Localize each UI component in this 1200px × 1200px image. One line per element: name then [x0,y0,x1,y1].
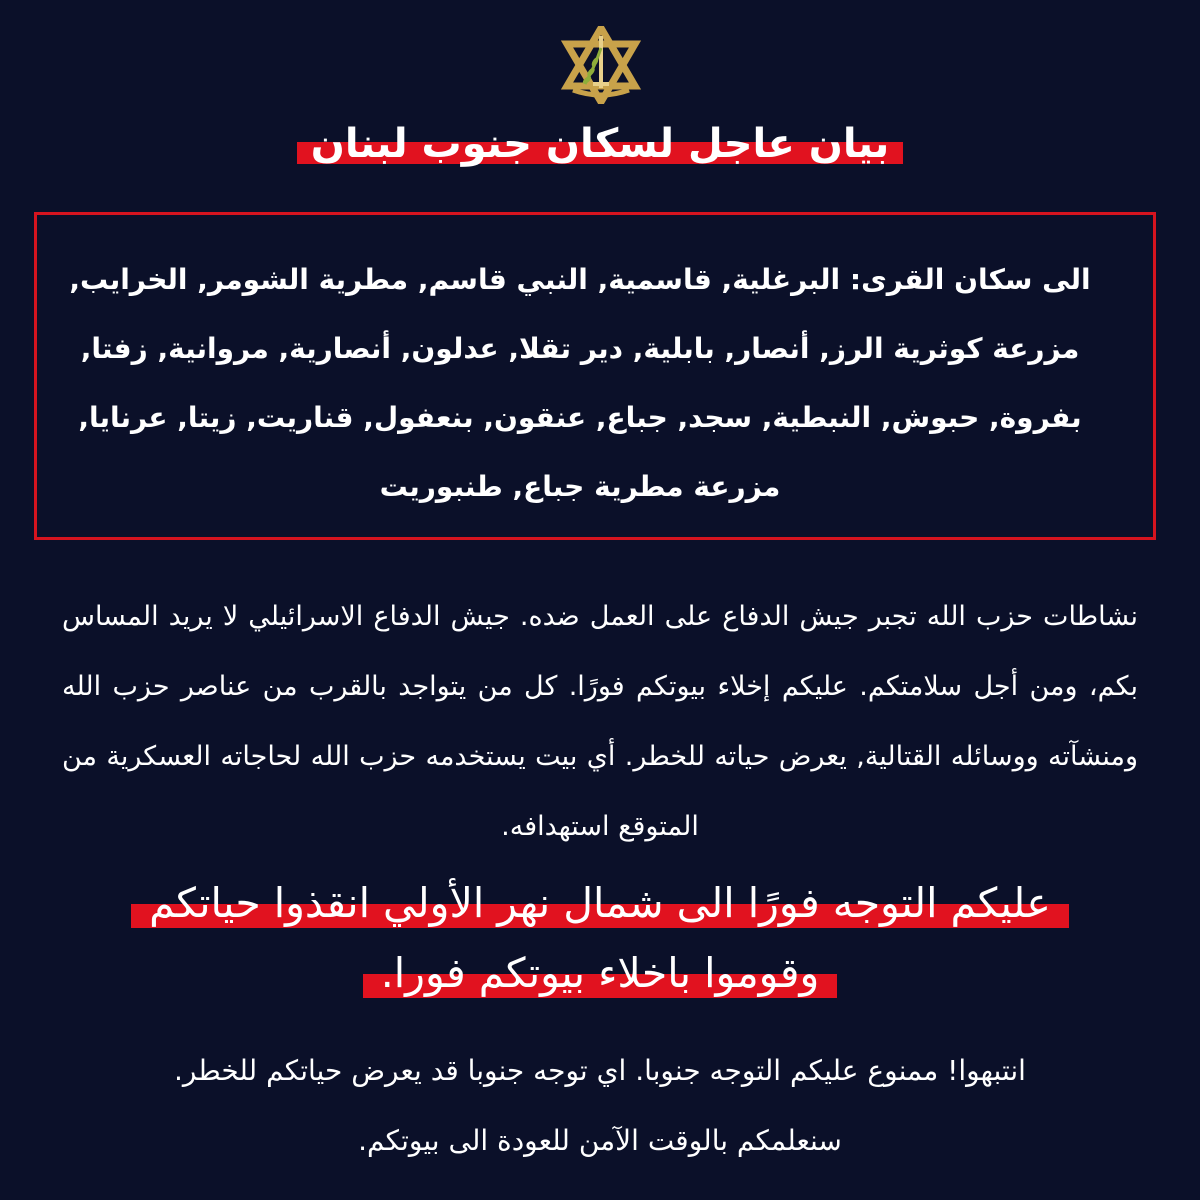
villages-list: الى سكان القرى: البرغلية, قاسمية, النبي قاسم, مطرية الشومر, الخرايب, مزرعة كوثرية الرز, أنصار, بابلية, دير تقلا, عدلون, أنصارية, مروانية, زفتا, بفروة, حبوش, النبطية, سجد, جباع, عنقون, بنعفول, قناريت, زيتا, عرنايا, مزرعة مطرية جباع, طنبوريت [69,263,1091,503]
callout-line-1-block [139,868,1061,938]
callout [40,868,1160,1008]
villages-box [34,212,1156,540]
idf-emblem-icon [555,26,647,104]
warning-line-2: سنعلمكم بالوقت الآمن للعودة الى بيوتكم. [358,1124,842,1157]
callout-line-2: وقوموا باخلاء بيوتكم فورا. [380,949,820,997]
warning-line-1: انتبهوا! ممنوع عليكم التوجه جنوبا. اي توجه جنوبا قد يعرض حياتكم للخطر. [174,1054,1026,1087]
title-container [0,118,1200,170]
page-title: بيان عاجل لسكان جنوب لبنان [310,121,890,167]
page-title-block [305,118,896,170]
callout-line-1: عليكم التوجه فورًا الى شمال نهر الأولي انقذوا حياتكم [149,879,1051,927]
body-paragraph: نشاطات حزب الله تجبر جيش الدفاع على العمل ضده. جيش الدفاع الاسرائيلي لا يريد المساس بكم، ومن أجل سلامتكم. عليكم إخلاء بيوتكم فورًا. كل من يتواجد بالقرب من عناصر حزب الله ومنشآته ووسائله القتالية, يعرض حياته للخطر. أي بيت يستخدمه حزب الله لحاجاته العسكرية من المتوقع استهدافه. [62,601,1138,842]
warning-text [60,1036,1140,1176]
callout-line-2-block [371,938,830,1008]
